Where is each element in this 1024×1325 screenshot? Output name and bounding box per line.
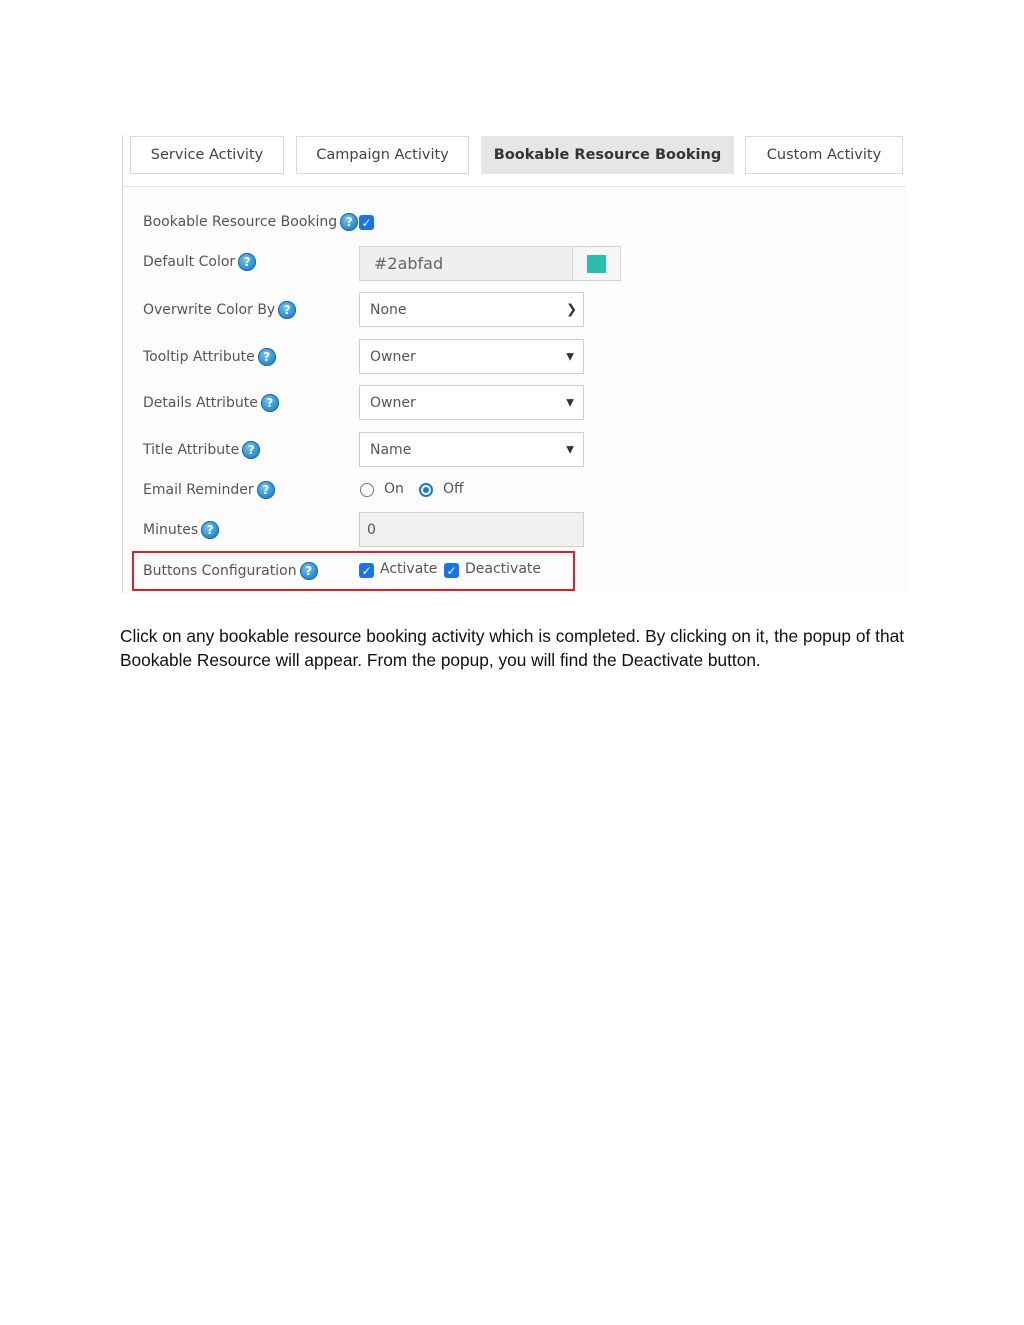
email-reminder-on-label: On	[384, 481, 404, 497]
buttons-configuration-text: Buttons Configuration	[143, 563, 297, 579]
highlight-box	[132, 551, 575, 591]
tooltip-attribute-select[interactable]	[359, 339, 584, 374]
default-color-label	[143, 253, 256, 271]
help-icon[interactable]: ?	[257, 481, 275, 499]
caret-down-icon: ▼	[566, 397, 574, 408]
tooltip-attribute-text: Tooltip Attribute	[143, 349, 255, 365]
help-icon[interactable]: ?	[242, 441, 260, 459]
tab-campaign-activity[interactable]: Campaign Activity	[296, 136, 469, 174]
caret-down-icon: ▼	[566, 444, 574, 455]
details-attribute-label	[143, 394, 279, 412]
email-reminder-off-label: Off	[443, 481, 464, 497]
overwrite-color-by-select[interactable]	[359, 292, 584, 327]
overwrite-color-by-text: Overwrite Color By	[143, 302, 276, 318]
tab-custom-activity[interactable]: Custom Activity	[745, 136, 903, 174]
tab-service-activity[interactable]: Service Activity	[130, 136, 284, 174]
default-color-text: Default Color	[143, 254, 236, 270]
deactivate-label: Deactivate	[465, 561, 542, 577]
tooltip-attribute-label	[143, 348, 276, 366]
help-icon[interactable]: ?	[258, 348, 276, 366]
activate-checkbox[interactable]: ✓	[359, 563, 374, 578]
color-picker-button[interactable]	[572, 247, 620, 280]
help-icon[interactable]: ?	[340, 213, 358, 231]
details-attribute-value: Owner	[370, 394, 416, 411]
email-reminder-off-radio[interactable]	[419, 483, 433, 497]
bookable-resource-booking-label	[143, 213, 358, 231]
help-icon[interactable]: ?	[201, 521, 219, 539]
tooltip-attribute-value: Owner	[370, 348, 416, 365]
email-reminder-label	[143, 481, 275, 499]
minutes-value: 0	[367, 521, 376, 538]
help-icon[interactable]: ?	[278, 301, 296, 319]
overwrite-color-by-label	[143, 301, 296, 319]
details-attribute-text: Details Attribute	[143, 395, 258, 411]
overwrite-color-by-value: None	[370, 301, 407, 318]
caret-down-icon: ▼	[566, 351, 574, 362]
email-reminder-text: Email Reminder	[143, 482, 254, 498]
help-icon[interactable]: ?	[261, 394, 279, 412]
minutes-text: Minutes	[143, 522, 199, 538]
title-attribute-text: Title Attribute	[143, 442, 240, 458]
help-icon[interactable]: ?	[238, 253, 256, 271]
title-attribute-label	[143, 441, 260, 459]
default-color-input[interactable]	[359, 246, 621, 281]
instruction-paragraph: Click on any bookable resource booking activity which is completed. By clicking on it, the popup of that Bookable Resource will appear. From the popup, you will find the Deactivate button.	[120, 626, 904, 670]
minutes-label	[143, 521, 219, 539]
chevron-down-icon: ❯	[566, 302, 577, 317]
minutes-input[interactable]	[359, 512, 584, 547]
help-icon[interactable]: ?	[300, 562, 318, 580]
settings-screenshot	[122, 135, 906, 595]
title-attribute-select[interactable]	[359, 432, 584, 467]
activate-label: Activate	[380, 561, 438, 577]
settings-panel	[123, 187, 906, 593]
bookable-resource-booking-text: Bookable Resource Booking	[143, 214, 338, 230]
title-attribute-value: Name	[370, 441, 412, 458]
bookable-resource-booking-checkbox[interactable]: ✓	[359, 215, 374, 230]
default-color-value: #2abfad	[374, 254, 444, 273]
email-reminder-on-radio[interactable]	[360, 483, 374, 497]
color-swatch	[587, 255, 606, 273]
details-attribute-select[interactable]	[359, 385, 584, 420]
deactivate-checkbox[interactable]: ✓	[444, 563, 459, 578]
tab-bookable-resource-booking[interactable]: Bookable Resource Booking	[481, 136, 734, 174]
